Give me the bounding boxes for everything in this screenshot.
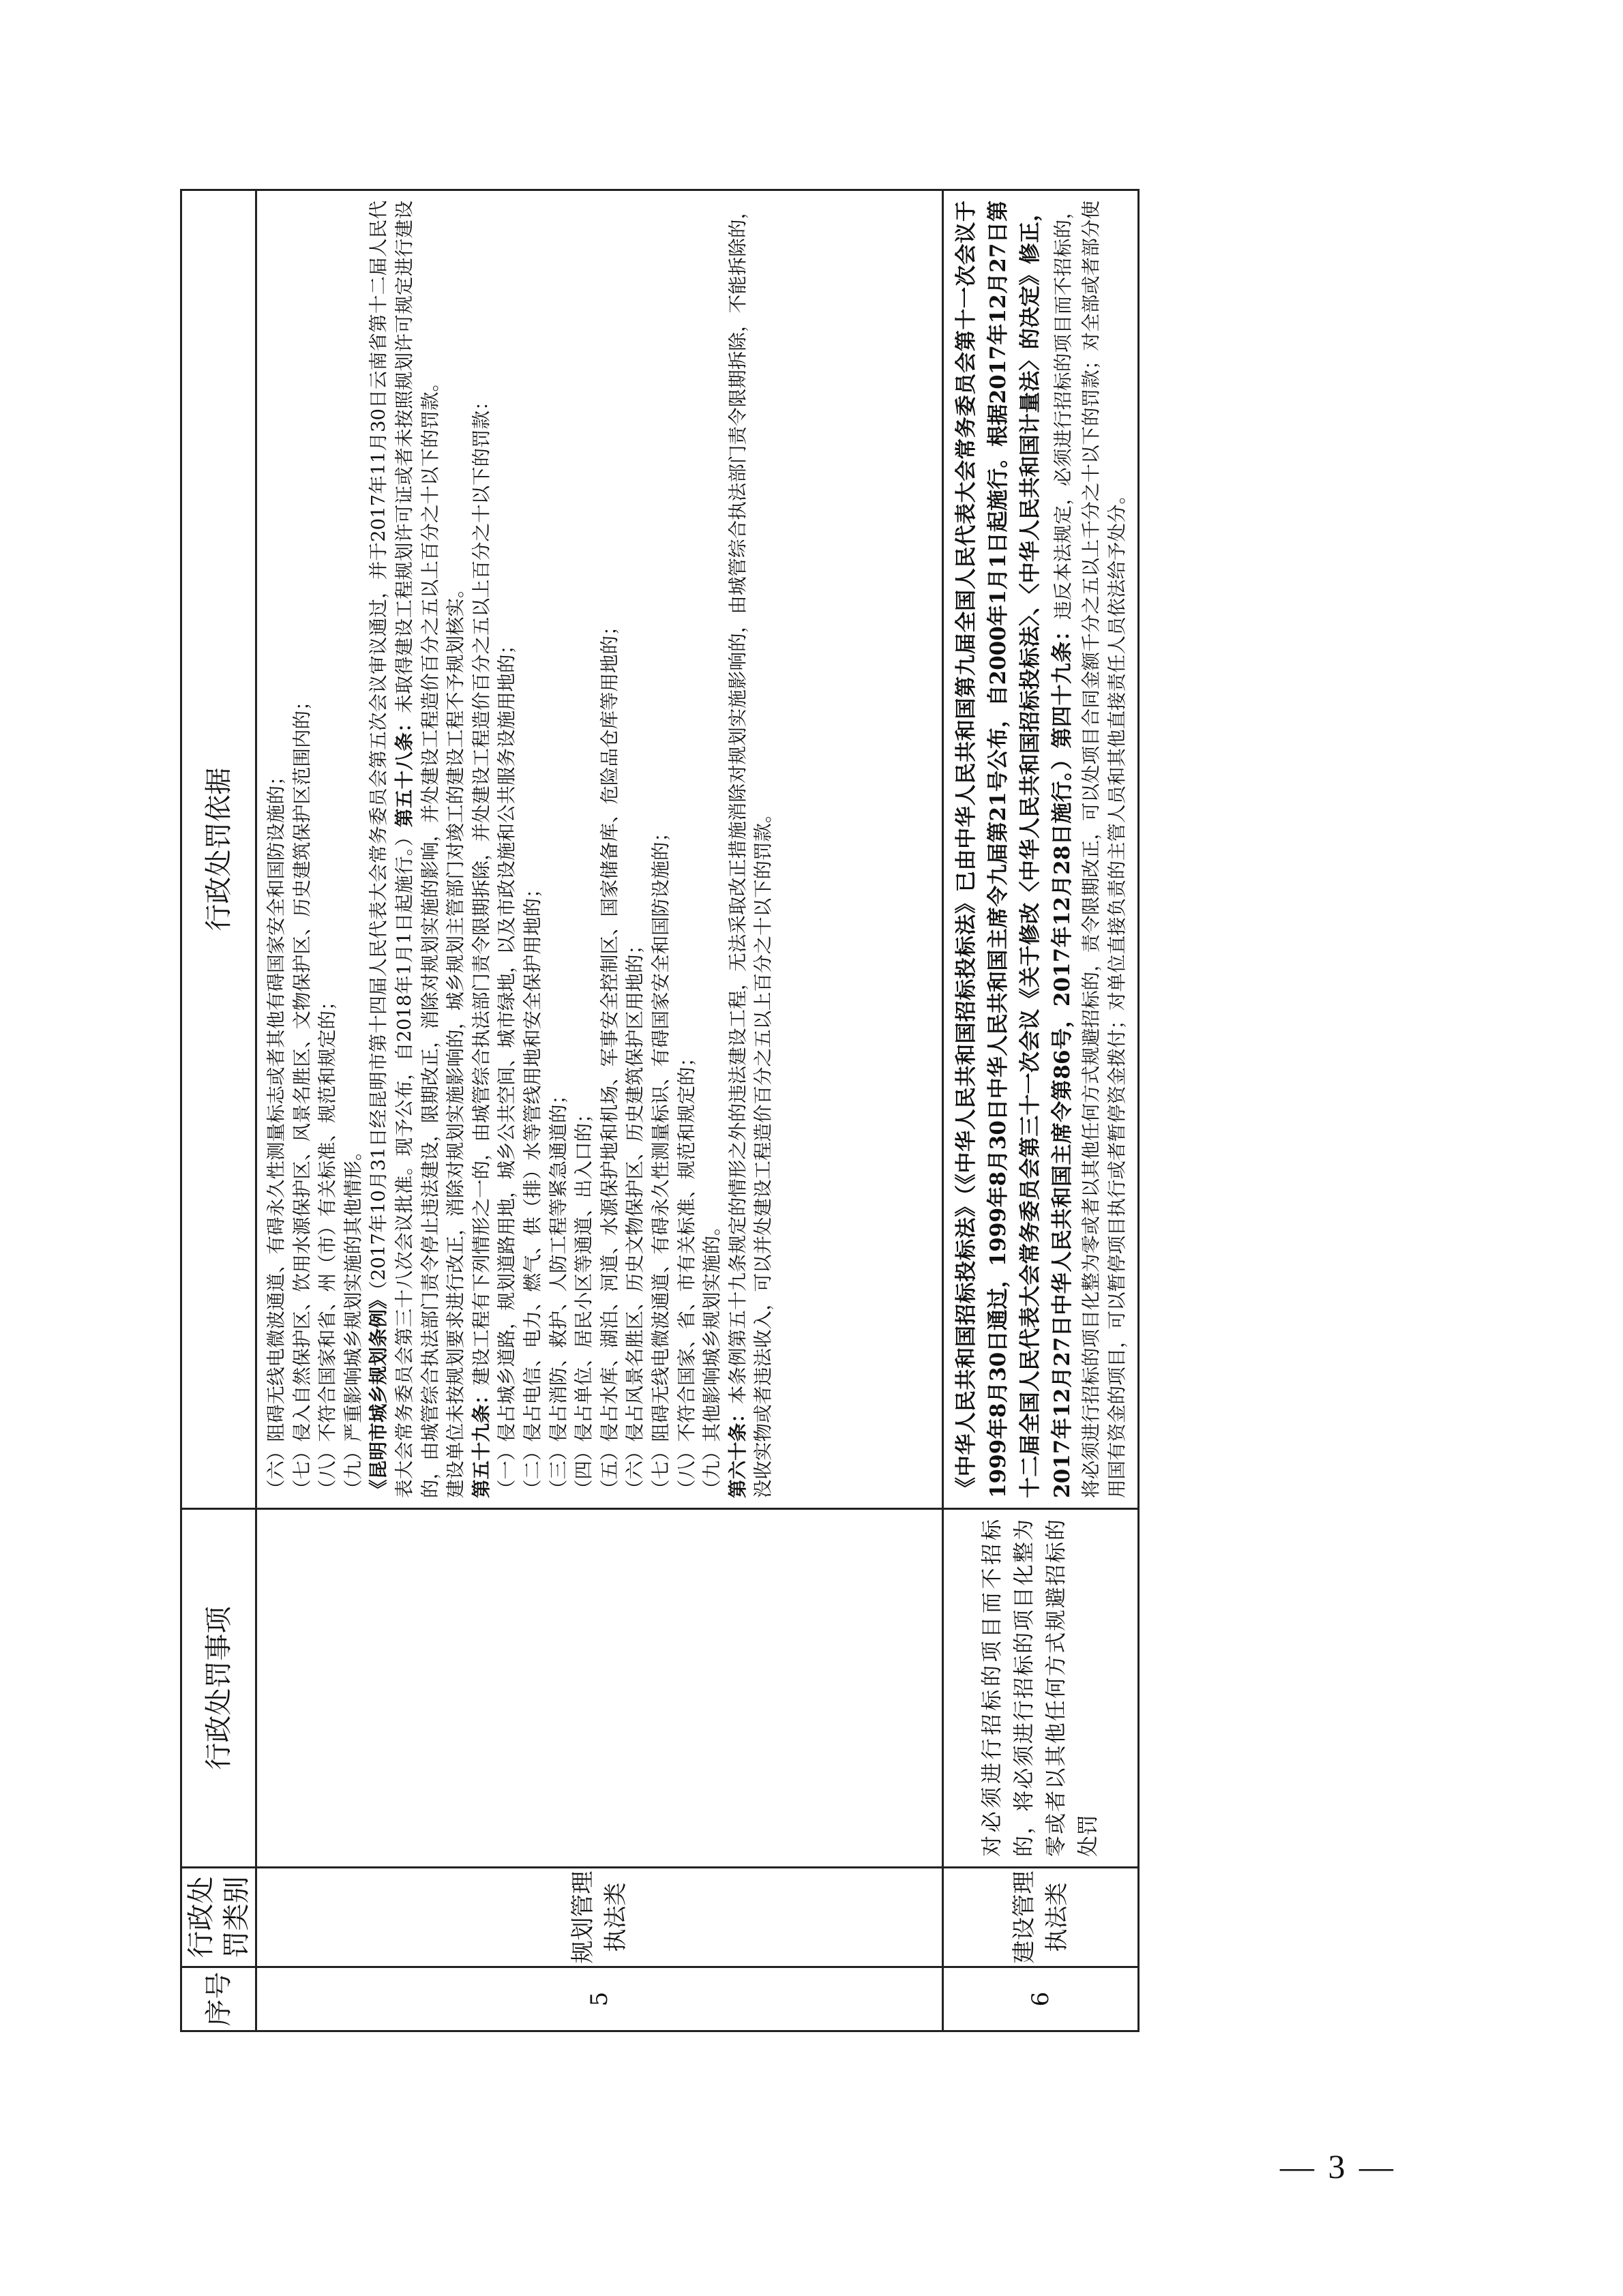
header-basis: 行政处罚依据 — [181, 190, 256, 1509]
basis-line: （七）阻碍无线电微波通道、有碍永久性测量标识、有碍国家安全和国防设施的； — [649, 823, 672, 1498]
row5-basis — [256, 190, 943, 1509]
header-item: 行政处罚事项 — [181, 1509, 256, 1868]
basis-line: （四）侵占单位、居民小区等通道、出入口的； — [573, 1104, 595, 1498]
article-58-text: 未取得建设工程规划许可证或者未按照规划许可规定进行建设的，由城管综合执法部门责令停止违法建设，限期改正，消除对规划实施的影响，并处建设工程造价百分之五以上百分之十以下的罚款。 — [393, 200, 441, 1498]
row6-basis — [943, 190, 1139, 1509]
article-59-text: 建设工程有下列情形之一的，由城管综合执法部门责令限期拆除，并处建设工程造价百分之五以上百分之十以下的罚款： — [470, 391, 492, 1386]
basis-line: （七）侵入自然保护区、饮用水源保护区、风景名胜区、文物保护区、历史建筑保护区范围内的； — [291, 691, 313, 1498]
basis-line: （二）侵占电信、电力、燃气、供（排）水等管线用地和安全保护用地的； — [521, 879, 544, 1498]
article-60-paragraph — [726, 200, 777, 1498]
basis-line: （一）侵占城乡道路，规划道路用地，城乡公共空间、城市绿地，以及市政设施和公共服务设施用地的； — [496, 636, 518, 1498]
article-59-label: 第五十九条： — [470, 1386, 492, 1498]
header-no: 序号 — [181, 1967, 256, 2031]
article-58-label: 第五十八条： — [393, 713, 415, 828]
row5-category: 规划管理执法类 — [256, 1868, 943, 1967]
basis-line: （八）不符合国家和省、州（市）有关标准、规范和规定的； — [316, 992, 339, 1498]
basis-line: （六）侵占风景名胜区、历史文物保护区、历史建筑保护区用地的； — [624, 936, 646, 1498]
row5-no: 5 — [256, 1967, 943, 2031]
article-60-text: 本条例第五十九条规定的情形之外的违法建设工程，无法采取改正措施消除对规划实施影响的，由城管综合执法部门责令限期拆除，不能拆除的，没收实物或者违法收入，可以并处建设工程造价百分之五以上百分之十以下的罚款。 — [726, 200, 775, 1498]
law-paragraph — [951, 200, 1130, 1498]
basis-line: （九）严重影响城乡规划实施的其他情形。 — [342, 1142, 364, 1498]
table-header-row — [181, 190, 256, 2031]
law-bold-text: 《中华人民共和国招标投标法》（《中华人民共和国招标投标法》已由中华人民共和国第九届全国人民代表大会常务委员会第十一次会议于1999年8月30日通过，1999年8月30日中华人民共和国主席令九届第21号公布，自2000年1月1日起施行。根据2017年12月27日第十二届全国人民代表大会常务委员会第三十一次会议《关于修改〈中华人民共和国招标投标法〉、〈中华人民共和国计量法〉的决定》修正，2017年12月27日中华人民共和国主席令第86号，2017年12月28日施行。）第四十九条： — [954, 200, 1075, 1498]
regulation-paragraph — [366, 200, 443, 1498]
article-59-paragraph — [469, 200, 495, 1498]
law-normal-text: 违反本法规定，必须进行招标的项目而不招标的，将必须进行招标的项目化整为零或者以其他任何方式规避招标的，责令限期改正，可以处项目合同金额千分之五以上千分之十以下的罚款；对全部或者部分使用国有资金的项目，可以暂停项目执行或者暂停资金拨付；对单位直接负责的主管人员和其他直接责任人员依法给予处分。 — [1052, 200, 1128, 1498]
header-category: 行政处罚类别 — [181, 1868, 256, 1967]
article-58-tail: 建设单位未按规划要求进行改正，消除对规划实施影响的，城乡规划主管部门对竣工的建设工程不予规划核实。 — [445, 579, 467, 1498]
basis-line: （五）侵占水库、湖泊、河道、水源保护地和机场、军事安全控制区、国家储备库、危险品仓库等用地的； — [598, 616, 621, 1498]
page-number: — 3 — — [1280, 2147, 1396, 2186]
table-row — [256, 190, 943, 2031]
row6-category: 建设管理执法类 — [943, 1868, 1139, 1967]
basis-line: （八）不符合国家、省、市有关标准、规范和规定的； — [675, 1048, 698, 1498]
basis-line: （九）其他影响城乡规划实施的。 — [701, 1217, 724, 1498]
regulation-desc: （2017年10月31日经昆明市第十四届人民代表大会常务委员会第五次会议审议通过，并于2017年11月30日云南省第十二届人民代表大会常务委员会第三十八次会议批准。现予公布，自2018年1月1日起施行。） — [368, 200, 415, 1498]
regulation-title: 《昆明市城乡规划条例》 — [368, 1290, 390, 1498]
table-row — [943, 190, 1139, 2031]
row5-item — [256, 1509, 943, 1868]
penalty-table — [180, 189, 1140, 2032]
basis-line: （六）阻碍无线电微波通道、有碍永久性测量标志或者其他有碍国家安全和国防设施的； — [265, 766, 287, 1498]
article-60-label: 第六十条： — [726, 1404, 749, 1498]
rotated-table-container — [180, 191, 1137, 2032]
row6-no: 6 — [943, 1967, 1139, 2031]
row6-item: 对必须进行招标的项目而不招标的，将必须进行招标的项目化整为零或者以其他任何方式规避招标的处罚 — [943, 1509, 1139, 1868]
basis-line: （三）侵占消防、救护、人防工程等紧急通道的； — [547, 1086, 569, 1498]
